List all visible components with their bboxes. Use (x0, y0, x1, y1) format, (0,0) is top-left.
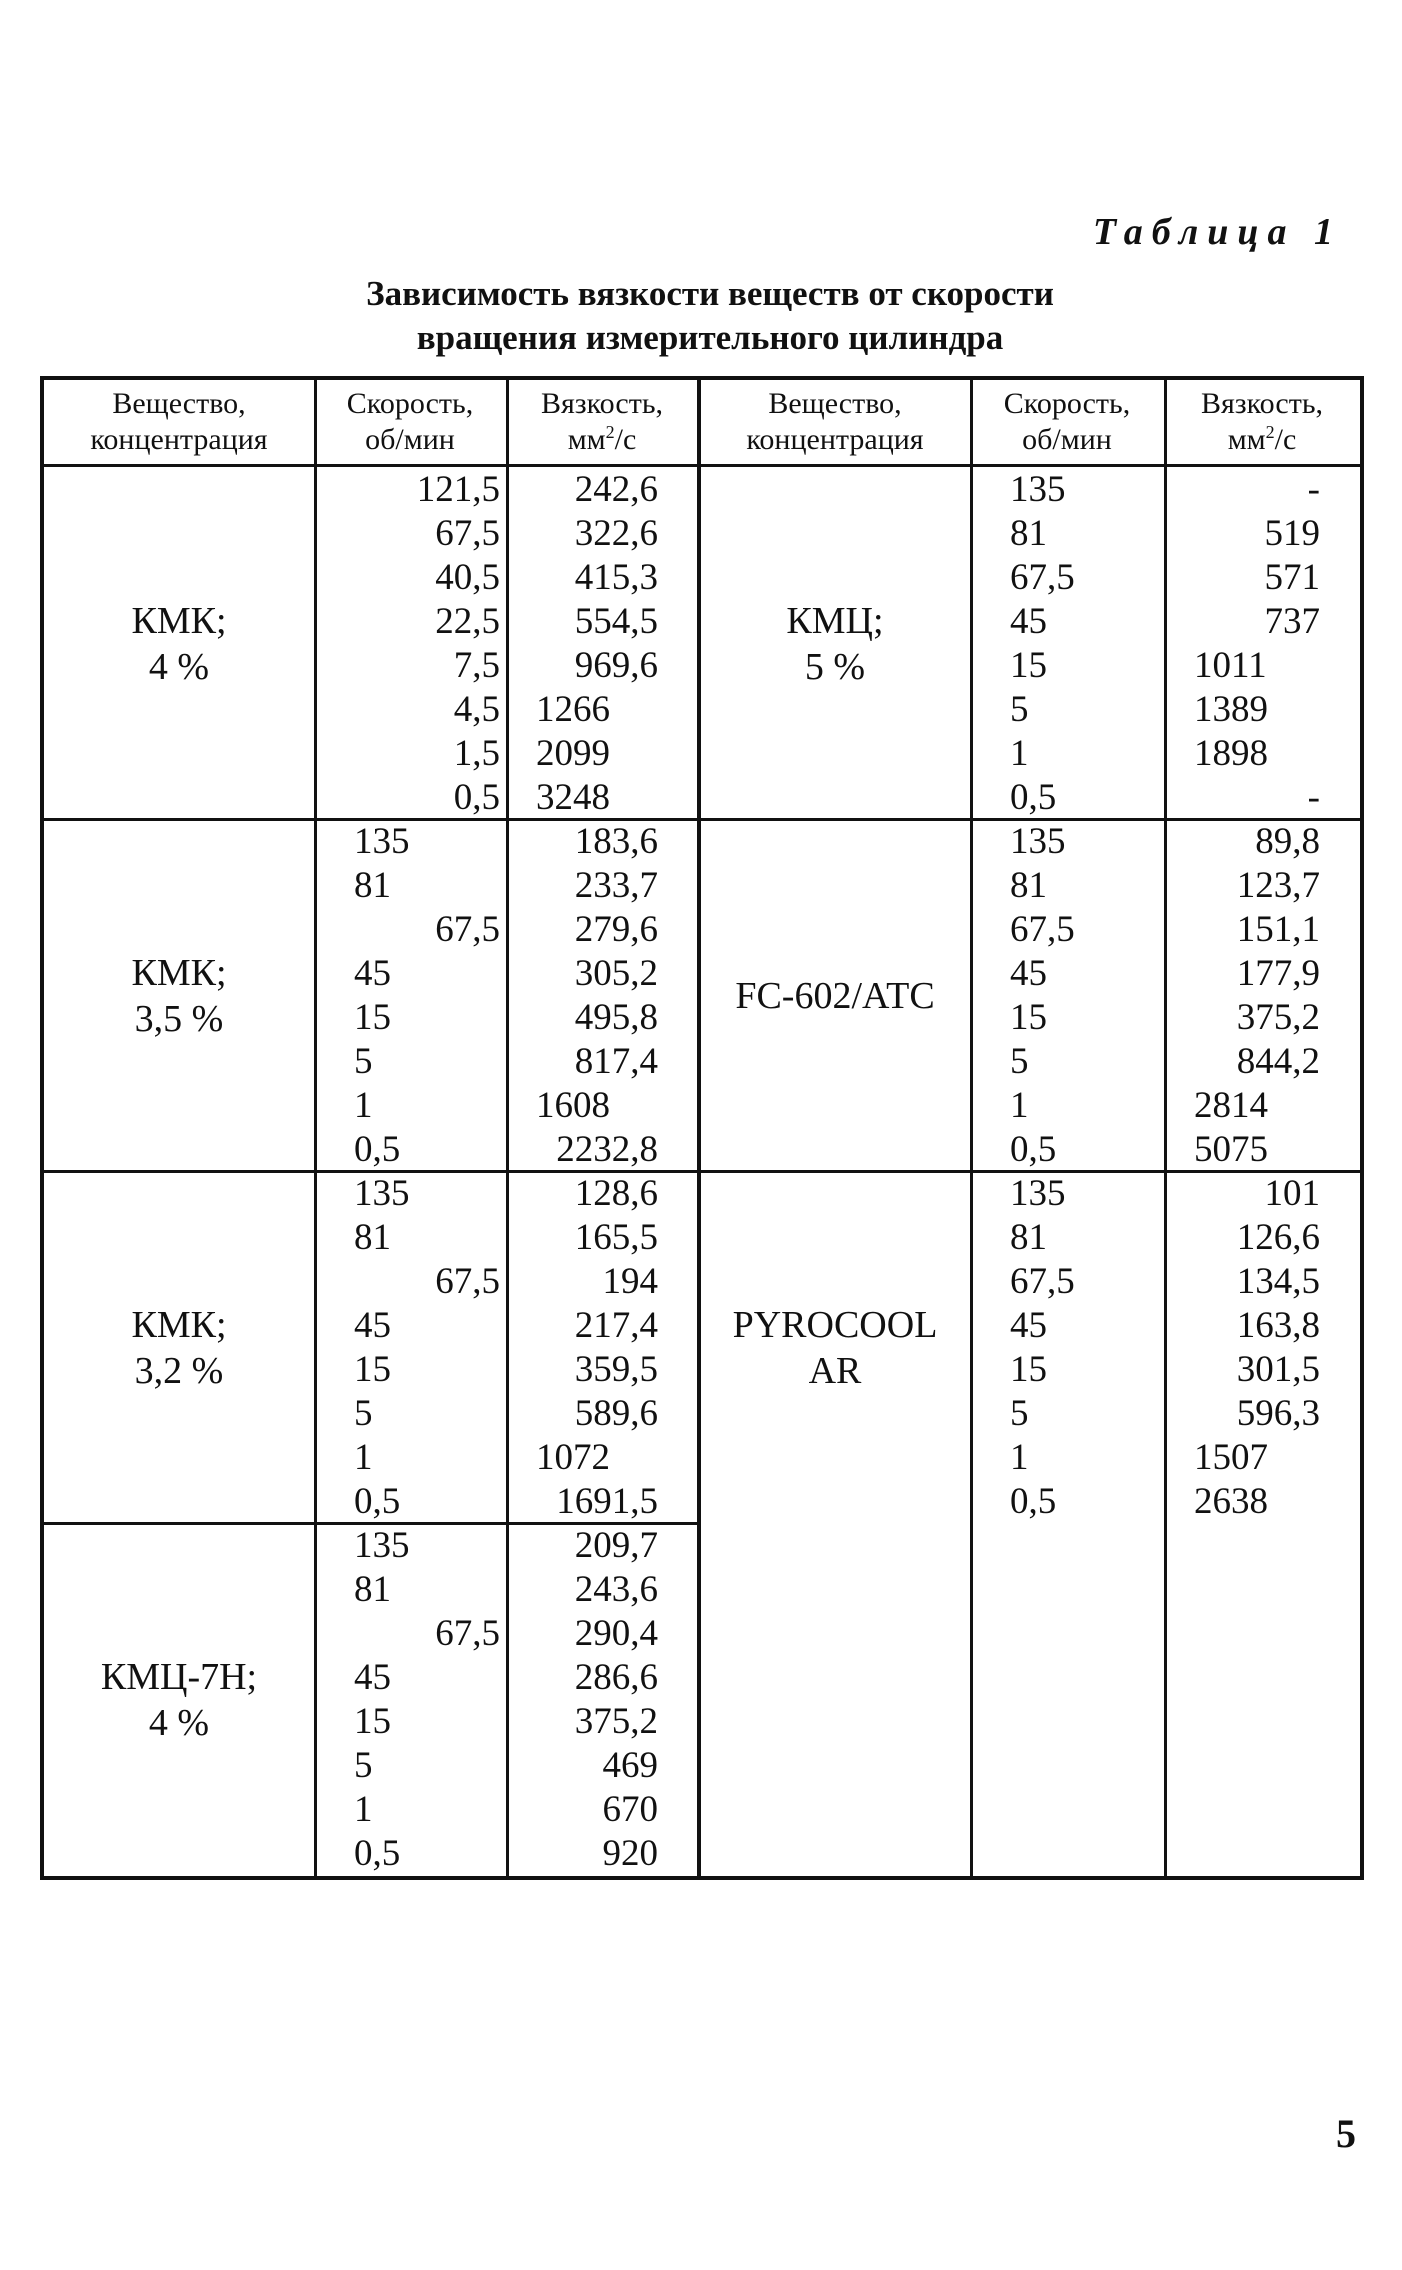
viscosity-cell: 165,5 (574, 1217, 658, 1258)
substance-name-line1: КМЦ-7Н; (100, 1656, 258, 1698)
header-substance-left (44, 380, 314, 464)
substance-name-line2: 3,5 % (134, 998, 224, 1040)
speed-cell: 135 (1010, 1173, 1066, 1214)
speed-cell: 1 (1010, 733, 1029, 774)
substance-name-line2: 5 % (804, 646, 866, 688)
viscosity-cell: 1072 (536, 1437, 610, 1478)
speed-cell: 15 (1010, 645, 1047, 686)
substance-name-line1: КМЦ; (786, 600, 884, 642)
header-viscosity-line1: Вязкость, (540, 387, 664, 420)
speed-cell: 1 (354, 1085, 373, 1126)
substance-name-line2: 3,2 % (134, 1350, 224, 1392)
viscosity-cell: 3248 (536, 777, 610, 818)
header-speed-left (314, 380, 506, 464)
viscosity-cell: 177,9 (1236, 953, 1320, 994)
viscosity-cell: 817,4 (574, 1041, 658, 1082)
speed-cell: 15 (354, 997, 391, 1038)
viscosity-cell: 844,2 (1236, 1041, 1320, 1082)
viscosity-cell: 126,6 (1236, 1217, 1320, 1258)
viscosity-cell: 134,5 (1236, 1261, 1320, 1302)
speed-cell: 45 (1010, 953, 1047, 994)
speed-cell: 15 (354, 1701, 391, 1742)
speed-cell: 45 (354, 953, 391, 994)
viscosity-cell: 1389 (1194, 689, 1268, 730)
speed-cell: 5 (1010, 1041, 1029, 1082)
viscosity-cell: 1011 (1194, 645, 1267, 686)
header-speed-line2: об/мин (1022, 423, 1112, 456)
viscosity-cell: 101 (1264, 1173, 1320, 1214)
header-substance-line2: концентрация (746, 423, 924, 456)
speed-cell: 0,5 (354, 1833, 401, 1874)
table-label: Таблица 1 (1092, 211, 1342, 253)
speed-cell: 45 (354, 1657, 391, 1698)
speed-cell: 81 (1010, 865, 1047, 906)
viscosity-cell: 5075 (1194, 1129, 1268, 1170)
column-divider (970, 380, 973, 1876)
header-viscosity-unit: $мм^2/с$ (567, 422, 637, 456)
header-speed-line1: Скорость, (346, 387, 474, 420)
viscosity-cell: 217,4 (574, 1305, 658, 1346)
viscosity-cell: 243,6 (574, 1569, 658, 1610)
viscosity-cell: 2814 (1194, 1085, 1268, 1126)
header-substance-right (700, 380, 970, 464)
viscosity-cell: 286,6 (574, 1657, 658, 1698)
header-substance-line1: Вещество, (768, 387, 902, 420)
speed-cell: 67,5 (1010, 1261, 1075, 1302)
speed-cell: 7,5 (453, 645, 500, 686)
viscosity-cell: 233,7 (574, 865, 658, 906)
substance-name-line2: AR (808, 1350, 862, 1392)
speed-cell: 15 (1010, 997, 1047, 1038)
viscosity-cell: 194 (602, 1261, 658, 1302)
viscosity-cell: 128,6 (574, 1173, 658, 1214)
viscosity-cell: 151,1 (1236, 909, 1320, 950)
viscosity-cell: 290,4 (574, 1613, 658, 1654)
viscosity-cell: - (1307, 469, 1320, 510)
viscosity-cell: 305,2 (574, 953, 658, 994)
speed-cell: 15 (354, 1349, 391, 1390)
title-line-2: вращения измерительного цилиндра (416, 318, 1004, 357)
viscosity-cell: 183,6 (574, 821, 658, 862)
header-viscosity-line1: Вязкость, (1200, 387, 1324, 420)
viscosity-cell: 2099 (536, 733, 610, 774)
substance-name (44, 1172, 314, 1524)
viscosity-cell: 2638 (1194, 1481, 1268, 1522)
viscosity-cell: 279,6 (574, 909, 658, 950)
header-viscosity-unit: $мм^2/с$ (1227, 422, 1297, 456)
page-number: 5 (1336, 2111, 1356, 2156)
viscosity-cell: 589,6 (574, 1393, 658, 1434)
speed-cell: 40,5 (435, 557, 500, 598)
substance-name-line1: КМК; (131, 600, 227, 642)
substance-name (700, 468, 970, 820)
header-divider (44, 464, 1360, 467)
viscosity-cell: 1266 (536, 689, 610, 730)
speed-cell: 22,5 (435, 601, 500, 642)
viscosity-cell: 519 (1264, 513, 1320, 554)
substance-name-line2: 4 % (148, 1702, 210, 1744)
viscosity-cell: 920 (602, 1833, 658, 1874)
substance-name (700, 820, 970, 1172)
speed-cell: 1 (354, 1437, 373, 1478)
speed-cell: 135 (354, 1525, 410, 1566)
viscosity-cell: 1898 (1194, 733, 1268, 774)
speed-cell: 45 (1010, 1305, 1047, 1346)
viscosity-cell: 495,8 (574, 997, 658, 1038)
speed-cell: 5 (354, 1745, 373, 1786)
speed-cell: 0,5 (453, 777, 500, 818)
substance-name-line1: КМК; (131, 1304, 227, 1346)
speed-cell: 67,5 (435, 1261, 500, 1302)
speed-cell: 0,5 (354, 1129, 401, 1170)
viscosity-cell: 123,7 (1236, 865, 1320, 906)
substance-name-line1: КМК; (131, 952, 227, 994)
speed-cell: 45 (354, 1305, 391, 1346)
viscosity-cell: 163,8 (1236, 1305, 1320, 1346)
viscosity-cell: 1507 (1194, 1437, 1268, 1478)
speed-cell: 1 (1010, 1085, 1029, 1126)
viscosity-cell: 322,6 (574, 513, 658, 554)
speed-cell: 5 (1010, 689, 1029, 730)
title-line-1: Зависимость вязкости веществ от скорости (366, 274, 1054, 313)
speed-cell: 81 (1010, 513, 1047, 554)
speed-cell: 1,5 (453, 733, 500, 774)
viscosity-cell: 737 (1264, 601, 1320, 642)
speed-cell: 121,5 (416, 469, 500, 510)
speed-cell: 81 (1010, 1217, 1047, 1258)
speed-cell: 81 (354, 1569, 391, 1610)
speed-cell: 67,5 (435, 1613, 500, 1654)
speed-cell: 135 (354, 1173, 410, 1214)
speed-cell: 67,5 (435, 909, 500, 950)
header-viscosity-right (1164, 380, 1360, 464)
viscosity-cell: 375,2 (1236, 997, 1320, 1038)
speed-cell: 67,5 (435, 513, 500, 554)
speed-cell: 81 (354, 1217, 391, 1258)
viscosity-cell: 571 (1264, 557, 1320, 598)
viscosity-cell: 415,3 (574, 557, 658, 598)
viscosity-cell: 301,5 (1236, 1349, 1320, 1390)
viscosity-cell: 596,3 (1236, 1393, 1320, 1434)
header-viscosity-left (506, 380, 698, 464)
header-speed-right (970, 380, 1164, 464)
viscosity-cell: - (1307, 777, 1320, 818)
substance-name-line2: 4 % (148, 646, 210, 688)
substance-name (44, 468, 314, 820)
viscosity-cell: 969,6 (574, 645, 658, 686)
substance-name-line1: FC-602/АТС (735, 975, 935, 1017)
speed-cell: 0,5 (1010, 1481, 1057, 1522)
substance-name (700, 1172, 970, 1524)
viscosity-cell: 375,2 (574, 1701, 658, 1742)
viscosity-cell: 670 (602, 1789, 658, 1830)
viscosity-cell: 242,6 (574, 469, 658, 510)
speed-cell: 135 (1010, 469, 1066, 510)
speed-cell: 45 (1010, 601, 1047, 642)
substance-name (44, 1524, 314, 1876)
speed-cell: 0,5 (354, 1481, 401, 1522)
substance-name (44, 820, 314, 1172)
speed-cell: 4,5 (453, 689, 500, 730)
viscosity-table (40, 376, 1364, 1880)
table-title (300, 272, 1120, 360)
header-speed-line2: об/мин (365, 423, 455, 456)
viscosity-cell: 1691,5 (556, 1481, 658, 1522)
header-substance-line2: концентрация (90, 423, 268, 456)
speed-cell: 15 (1010, 1349, 1047, 1390)
speed-cell: 5 (1010, 1393, 1029, 1434)
speed-cell: 0,5 (1010, 777, 1057, 818)
speed-cell: 1 (354, 1789, 373, 1830)
viscosity-cell: 469 (602, 1745, 658, 1786)
viscosity-cell: 2232,8 (556, 1129, 658, 1170)
viscosity-cell: 359,5 (574, 1349, 658, 1390)
speed-cell: 0,5 (1010, 1129, 1057, 1170)
speed-cell: 81 (354, 865, 391, 906)
speed-cell: 67,5 (1010, 909, 1075, 950)
substance-name-line1: PYROCOOL (732, 1304, 938, 1346)
viscosity-cell: 89,8 (1255, 821, 1320, 862)
header-speed-line1: Скорость, (1003, 387, 1131, 420)
speed-cell: 5 (354, 1041, 373, 1082)
speed-cell: 5 (354, 1393, 373, 1434)
viscosity-cell: 1608 (536, 1085, 610, 1126)
speed-cell: 135 (354, 821, 410, 862)
speed-cell: 1 (1010, 1437, 1029, 1478)
viscosity-cell: 209,7 (574, 1525, 658, 1566)
speed-cell: 135 (1010, 821, 1066, 862)
viscosity-cell: 554,5 (574, 601, 658, 642)
speed-cell: 67,5 (1010, 557, 1075, 598)
header-substance-line1: Вещество, (112, 387, 246, 420)
